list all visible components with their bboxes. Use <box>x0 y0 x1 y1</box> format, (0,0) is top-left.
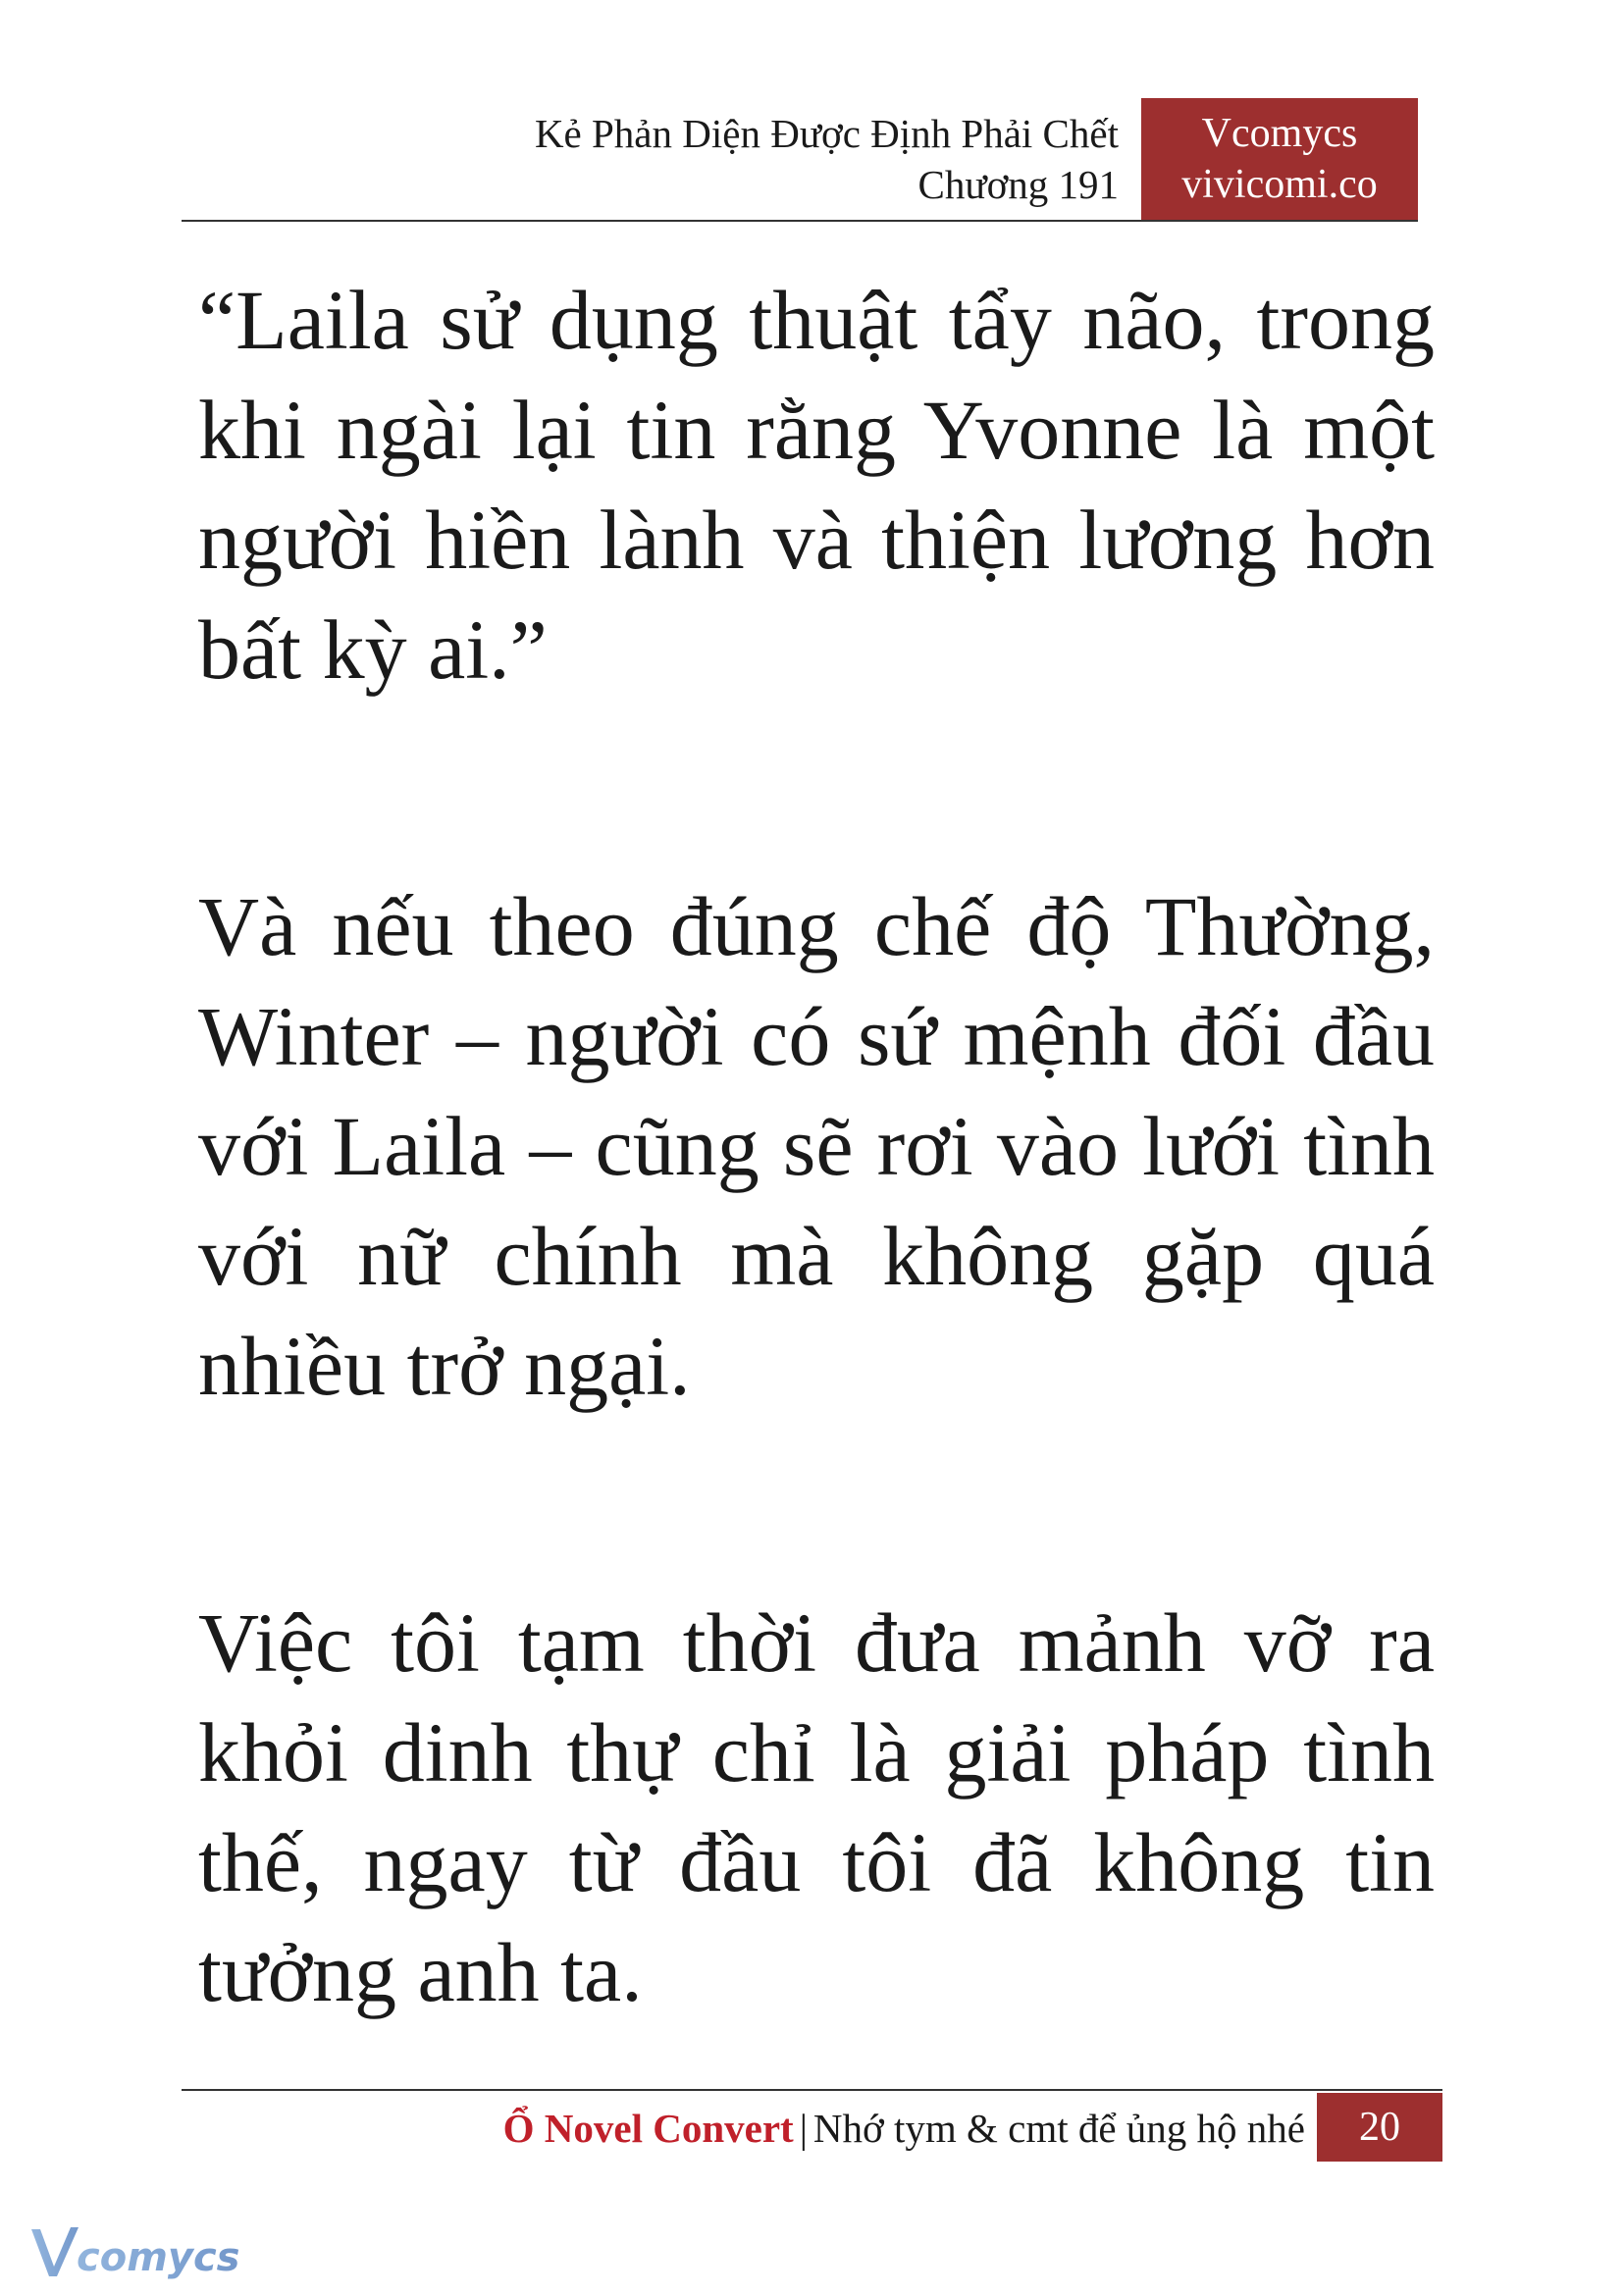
svg-text:comycs: comycs <box>77 2235 240 2280</box>
vcomycs-logo-icon <box>27 2219 263 2288</box>
book-title: Kẻ Phản Diện Được Định Phải Chết <box>534 111 1119 156</box>
header-divider <box>182 220 1418 222</box>
paragraph-3: Việc tôi tạm thời đưa mảnh vỡ ra khỏi dinh thự chỉ là giải pháp tình thế, ngay từ đầu tôi đã không tin tưởng anh ta. <box>198 1595 1435 2019</box>
footer-text <box>503 2101 1305 2156</box>
chapter-label: Chương 191 <box>917 162 1119 207</box>
header-titles <box>535 108 1119 210</box>
footer-separator: | <box>799 2106 808 2151</box>
page-header <box>182 98 1418 221</box>
badge-url: vivicomi.co <box>1181 162 1378 207</box>
page-footer <box>182 2093 1442 2162</box>
paragraph-2: Và nếu theo đúng chế độ Thường, Winter – người có sứ mệnh đối đầu với Laila – cũng sẽ rơi vào lưới tình với nữ chính mà không gặp quá nhiều trở ngại. <box>198 879 1435 1413</box>
site-badge <box>1141 98 1418 221</box>
footer-brand: Ổ Novel Convert <box>502 2106 794 2151</box>
badge-brand: Vcomycs <box>1201 111 1358 156</box>
page-content <box>198 265 1435 2027</box>
page-number: 20 <box>1317 2093 1442 2162</box>
paragraph-1: “Laila sử dụng thuật tẩy não, trong khi ngài lại tin rằng Yvonne là một người hiền lành và thiện lương hơn bất kỳ ai.” <box>198 273 1435 697</box>
footer-divider <box>182 2089 1442 2091</box>
footer-message: Nhớ tym & cmt để ủng hộ nhé <box>812 2106 1305 2151</box>
